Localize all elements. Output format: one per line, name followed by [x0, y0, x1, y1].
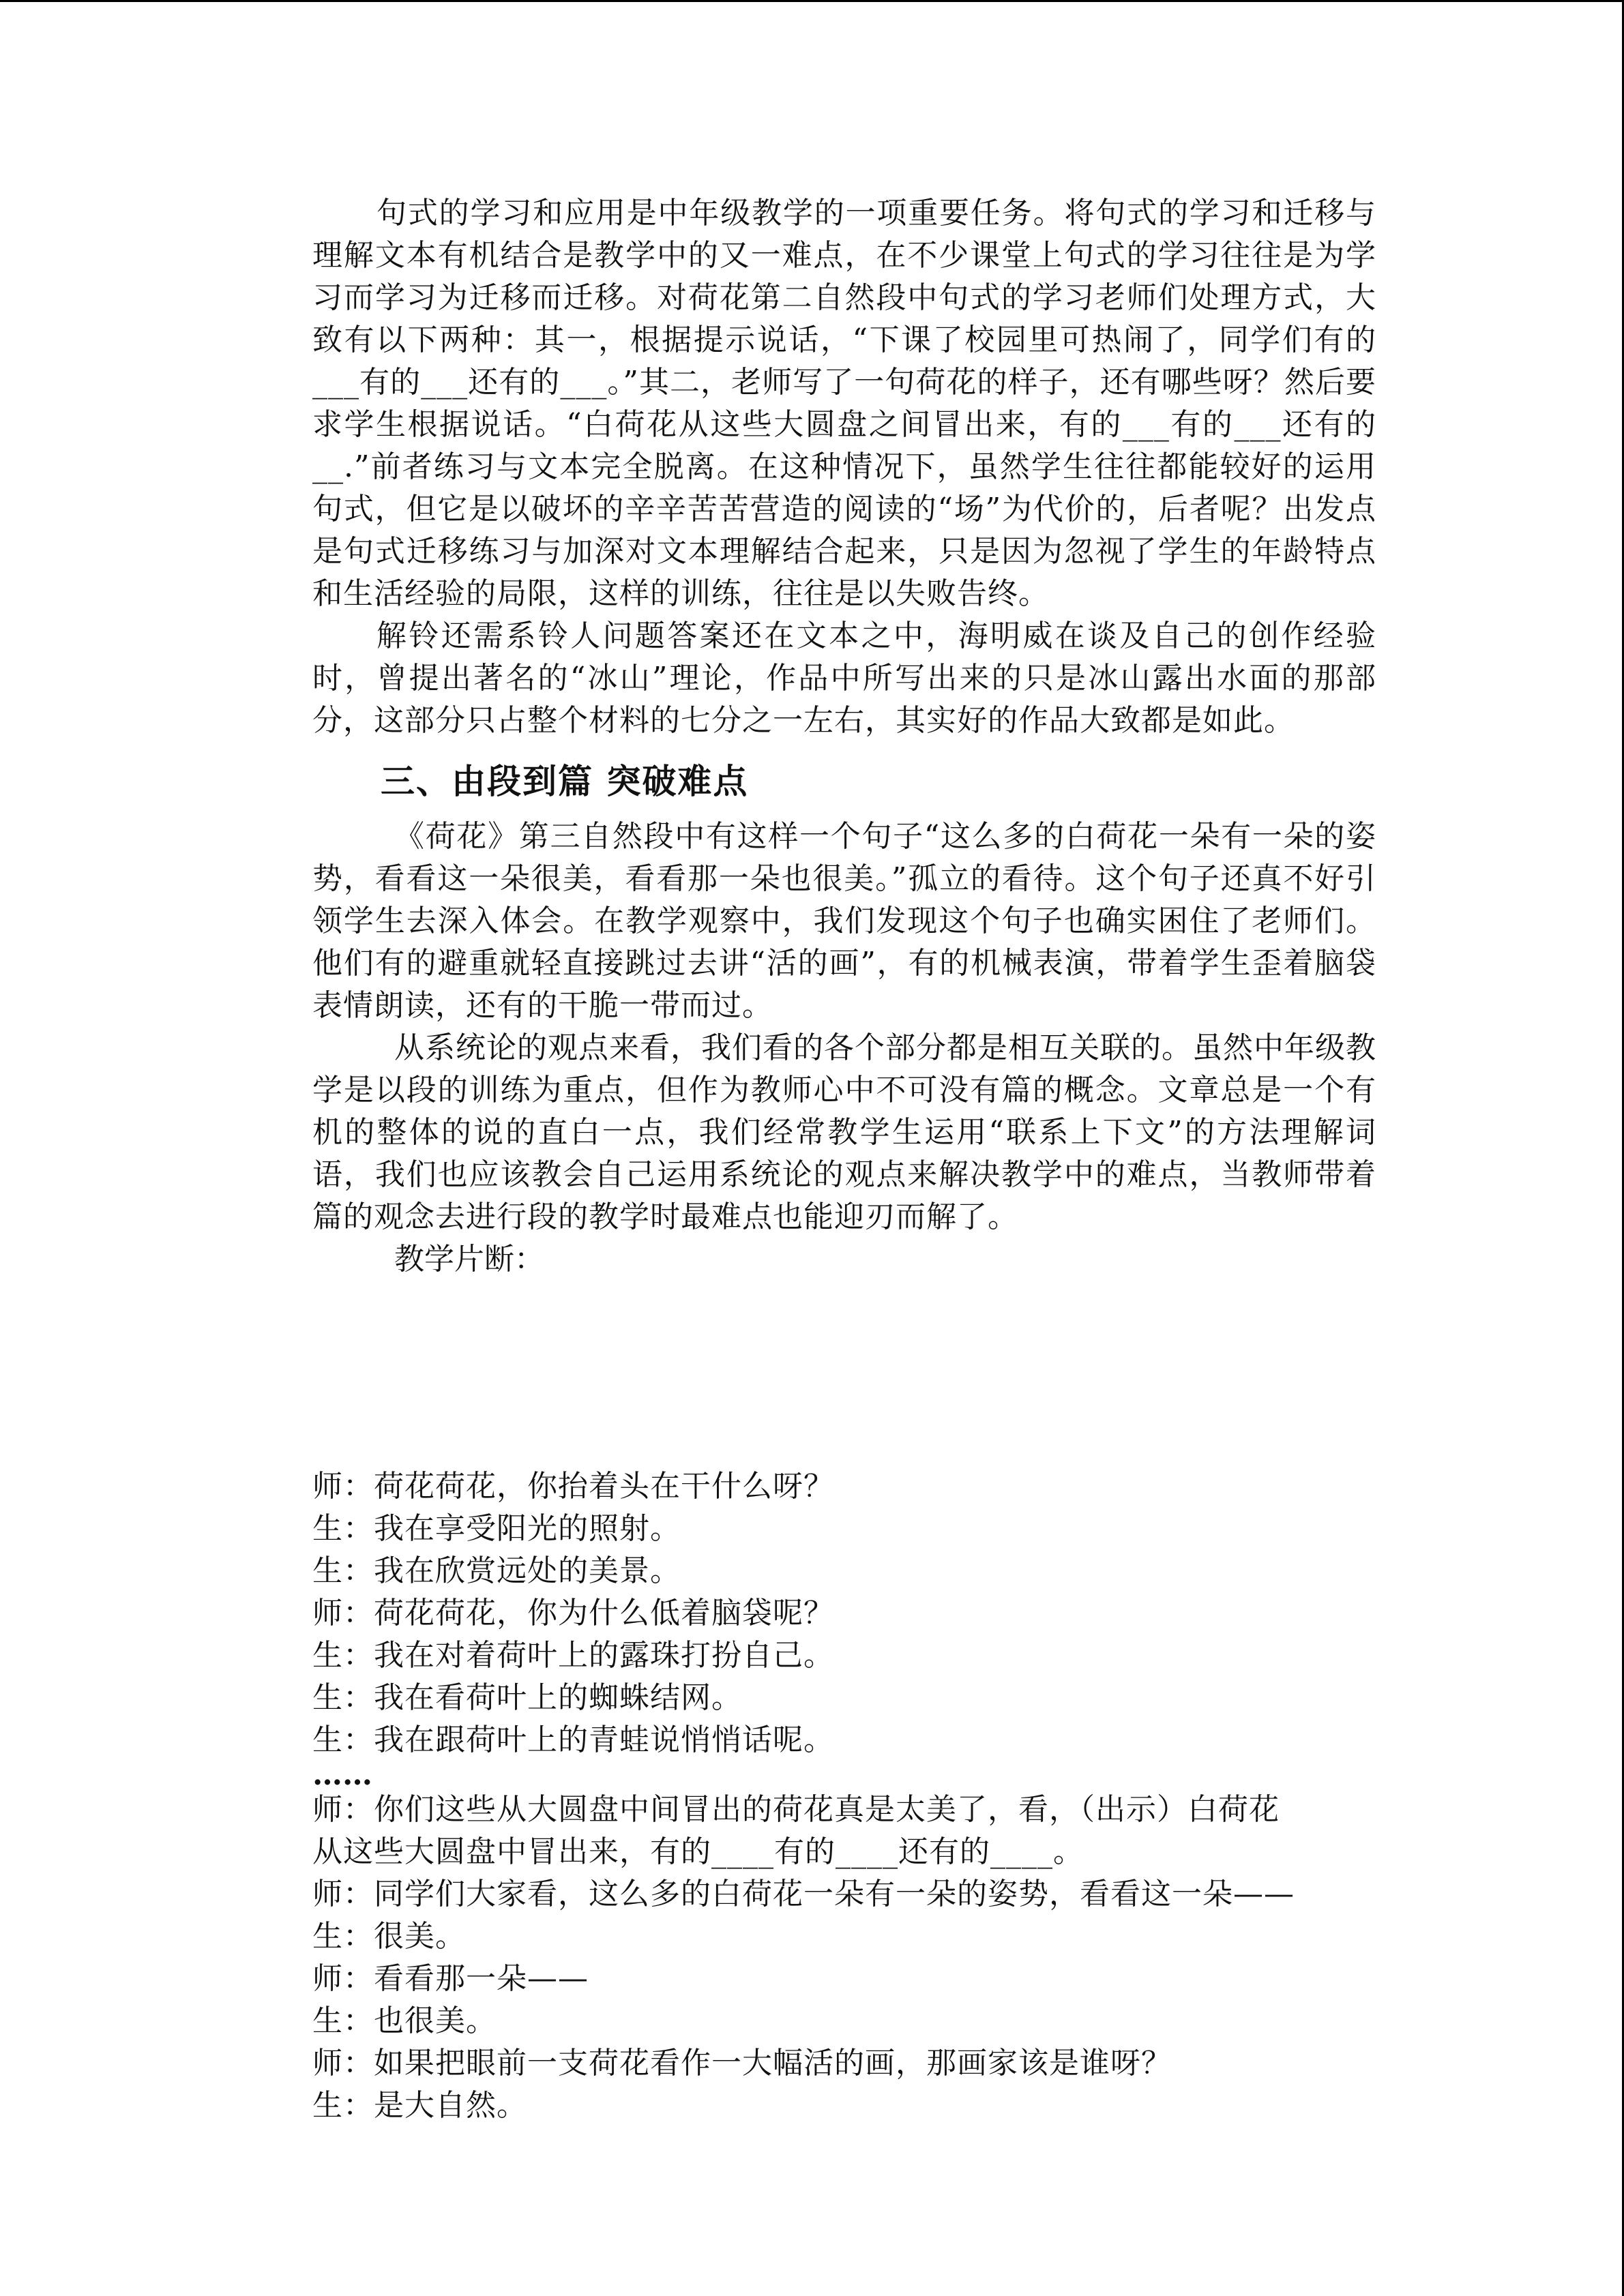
dialogue-line: 生：很美。: [312, 1919, 466, 1954]
dialogue-line: 生：我在欣赏远处的美景。: [312, 1553, 681, 1588]
document-body: [312, 192, 1376, 1281]
dialogue-line: 师：荷花荷花，你抬着头在干什么呀？: [312, 1469, 834, 1504]
dialogue-line: 生：我在跟荷叶上的青蛙说悄悄话呢。: [312, 1723, 834, 1757]
dialogue-line: 生：我在看荷叶上的蜘蛛结网。: [312, 1680, 742, 1715]
dialogue-block: [312, 1465, 1397, 2127]
ellipsis: ……: [312, 1757, 372, 1792]
teaching-fragment-label: 教学片断：: [394, 1242, 544, 1277]
dialogue-line: 生：我在享受阳光的照射。: [312, 1511, 681, 1546]
dialogue-line: 生：我在对着荷叶上的露珠打扮自己。: [312, 1638, 834, 1673]
dialogue-line: 师：如果把眼前一支荷花看作一大幅活的画，那画家该是谁呀？: [312, 2046, 1172, 2081]
paragraph-lotus-sentence: 《荷花》第三自然段中有这样一个句子“这么多的白荷花一朵有一朵的姿势，看看这一朵很美，看看那一朵也很美。”孤立的看待。这个句子还真不好引领学生去深入体会。在教学观察中，我们发现这个句子也确实困住了老师们。他们有的避重就轻直接跳过去讲“活的画”，有的机械表演，带着学生歪着脑袋表情朗读，还有的干脆一带而过。: [312, 819, 1376, 1023]
page-border-top: [0, 0, 1624, 2]
dialogue-line: 师：你们这些从大圆盘中间冒出的荷花真是太美了，看，（出示）白荷花: [312, 1792, 1280, 1827]
section-heading: 三、由段到篇 突破难点: [381, 762, 749, 801]
dialogue-line: 师：荷花荷花，你为什么低着脑袋呢？: [312, 1596, 834, 1630]
dialogue-line: 师：同学们大家看，这么多的白荷花一朵有一朵的姿势，看看这一朵——: [312, 1877, 1295, 1911]
dialogue-line: 生：也很美。: [312, 2003, 497, 2038]
dialogue-line: 师：看看那一朵——: [312, 1961, 589, 1996]
dialogue-line: 从这些大圆盘中冒出来，有的____有的____还有的____。: [312, 1834, 1084, 1869]
paragraph-systems-theory: 从系统论的观点来看，我们看的各个部分都是相互关联的。虽然中年级教学是以段的训练为重点，但作为教师心中不可没有篇的概念。文章总是一个有机的整体的说的直白一点，我们经常教学生运用“联系上下文”的方法理解词语，我们也应该教会自己运用系统论的观点来解决教学中的难点，当教师带着篇的观念去进行段的教学时最难点也能迎刃而解了。: [312, 1030, 1376, 1234]
paragraph-sentence-patterns: 句式的学习和应用是中年级教学的一项重要任务。将句式的学习和迁移与理解文本有机结合是教学中的又一难点，在不少课堂上句式的学习往往是为学习而学习为迁移而迁移。对荷花第二自然段中句式的学习老师们处理方式，大致有以下两种：其一，根据提示说话，“下课了校园里可热闹了，同学们有的___有的___还有的___。”其二，老师写了一句荷花的样子，还有哪些呀？然后要求学生根据说话。“白荷花从这些大圆盘之间冒出来，有的___有的___还有的__.”前者练习与文本完全脱离。在这种情况下，虽然学生往往都能较好的运用句式，但它是以破坏的辛辛苦苦营造的阅读的“场”为代价的，后者呢？出发点是句式迁移练习与加深对文本理解结合起来，只是因为忽视了学生的年龄特点和生活经验的局限，这样的训练，往往是以失败告终。: [312, 196, 1376, 611]
paragraph-iceberg-theory: 解铃还需系铃人问题答案还在文本之中，海明威在谈及自己的创作经验时，曾提出著名的“冰山”理论，作品中所写出来的只是冰山露出水面的那部分，这部分只占整个材料的七分之一左右，其实好的作品大致都是如此。: [312, 618, 1376, 738]
dialogue-line: 生：是大自然。: [312, 2088, 527, 2123]
